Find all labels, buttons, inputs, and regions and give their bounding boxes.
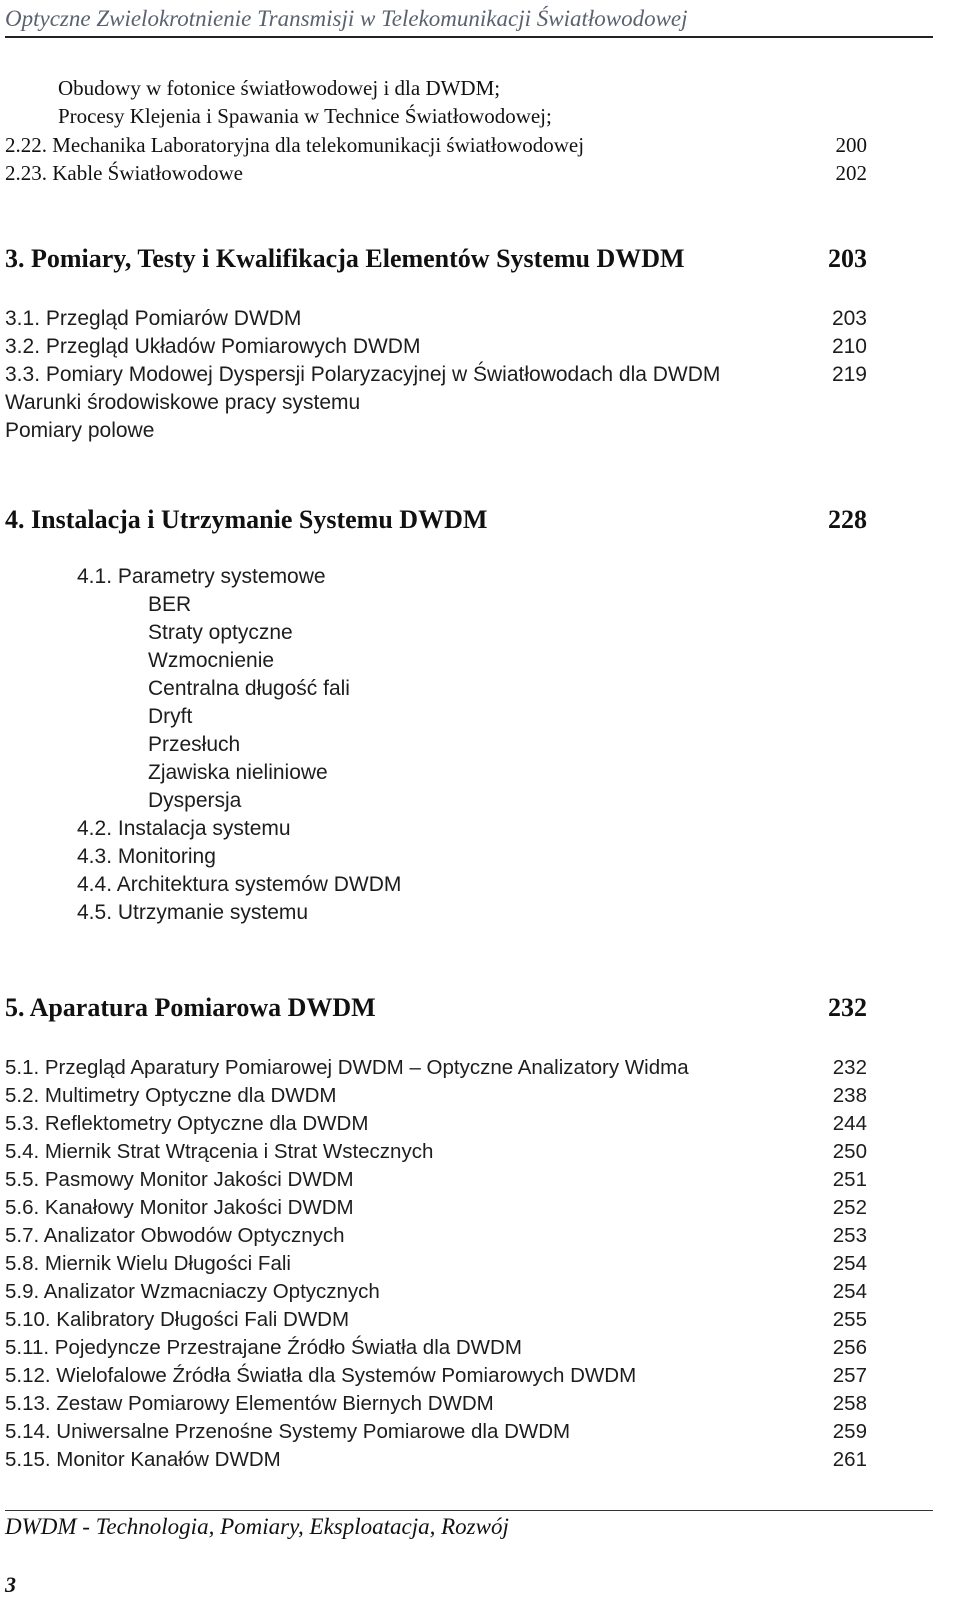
- toc-entry-page: 256: [832, 1336, 867, 1359]
- toc-entry-text: 5.1. Przegląd Aparatury Pomiarowej DWDM – Optyczne Analizatory Widma: [5, 1056, 689, 1079]
- toc-entry-page: 250: [832, 1140, 867, 1163]
- toc-subentry-text: Przesłuch: [148, 733, 241, 756]
- toc-entry-text: 5.12. Wielofalowe Źródła Światła dla Systemów Pomiarowych DWDM: [5, 1364, 637, 1387]
- toc-entry-text: Warunki środowiskowe pracy systemu: [5, 391, 361, 414]
- toc-entry-page: 254: [832, 1252, 867, 1275]
- toc-entry-page: 244: [832, 1112, 867, 1135]
- toc-entry-text: 5.6. Kanałowy Monitor Jakości DWDM: [5, 1196, 354, 1219]
- toc-subentry-text: BER: [148, 593, 192, 616]
- toc-subentry-text: Dyspersja: [148, 789, 242, 812]
- toc-entry-text: 4.2. Instalacja systemu: [77, 817, 291, 840]
- chapter-heading: 3. Pomiary, Testy i Kwalifikacja Elementów Systemu DWDM: [5, 244, 685, 273]
- toc-entry-text: 5.3. Reflektometry Optyczne dla DWDM: [5, 1112, 369, 1135]
- toc-entry-text: 3.2. Przegląd Układów Pomiarowych DWDM: [5, 335, 421, 358]
- toc-entry-page: 254: [832, 1280, 867, 1303]
- toc-subentry-text: Zjawiska nieliniowe: [148, 761, 328, 784]
- running-footer: DWDM - Technologia, Pomiary, Eksploatacja, Rozwój: [5, 1514, 509, 1539]
- toc-entry-page: 200: [835, 133, 867, 157]
- toc-entry-text: Obudowy w fotonice światłowodowej i dla DWDM;: [58, 76, 501, 100]
- toc-entry-text: 5.9. Analizator Wzmacniaczy Optycznych: [5, 1280, 380, 1303]
- toc-entry-text: Procesy Klejenia i Spawania w Technice Światłowodowej;: [58, 104, 552, 128]
- toc-entry-text: 4.1. Parametry systemowe: [77, 565, 326, 588]
- toc-entry-text: 5.10. Kalibratory Długości Fali DWDM: [5, 1308, 350, 1331]
- toc-entry-text: 3.1. Przegląd Pomiarów DWDM: [5, 307, 302, 330]
- toc-subentry-text: Wzmocnienie: [148, 649, 275, 672]
- toc-entry-text: 5.13. Zestaw Pomiarowy Elementów Biernych DWDM: [5, 1392, 494, 1415]
- chapter-page: 232: [828, 993, 867, 1022]
- running-header: [5, 2, 933, 38]
- toc-subentry-text: Dryft: [148, 705, 193, 728]
- toc-entry-page: 255: [832, 1308, 867, 1331]
- toc-entry-page: 210: [831, 335, 867, 358]
- toc-entry-page: 257: [832, 1364, 867, 1387]
- toc-entry-page: 261: [832, 1448, 867, 1471]
- toc-entry-text: 2.22. Mechanika Laboratoryjna dla telekomunikacji światłowodowej: [5, 133, 585, 157]
- toc-subentry-text: Centralna długość fali: [148, 677, 350, 700]
- toc-entry-text: 5.8. Miernik Wielu Długości Fali: [5, 1252, 291, 1275]
- running-header-title: Optyczne Zwielokrotnienie Transmisji w Telekomunikacji Światłowodowej: [5, 6, 688, 31]
- toc-entry-text: 4.5. Utrzymanie systemu: [77, 901, 309, 924]
- chapter-page: 228: [828, 505, 867, 534]
- toc-entry-text: 5.2. Multimetry Optyczne dla DWDM: [5, 1084, 337, 1107]
- toc-entry-text: Pomiary polowe: [5, 419, 155, 442]
- chapter-page: 203: [828, 244, 867, 273]
- toc-entry-text: 5.7. Analizator Obwodów Optycznych: [5, 1224, 345, 1247]
- toc-entry-page: 251: [832, 1168, 867, 1191]
- page-number: 3: [5, 1572, 16, 1597]
- toc-entry-page: 258: [832, 1392, 867, 1415]
- toc-entry-text: 5.5. Pasmowy Monitor Jakości DWDM: [5, 1168, 354, 1191]
- chapter-heading: 5. Aparatura Pomiarowa DWDM: [5, 993, 376, 1022]
- toc-entry-text: 5.15. Monitor Kanałów DWDM: [5, 1448, 281, 1471]
- chapter-heading: 4. Instalacja i Utrzymanie Systemu DWDM: [5, 505, 488, 534]
- toc-entry-text: 2.23. Kable Światłowodowe: [5, 161, 243, 185]
- footer-rule: [5, 1510, 933, 1511]
- toc-entry-page: 252: [832, 1196, 867, 1219]
- toc-entry-page: 259: [832, 1420, 867, 1443]
- toc-entry-page: 219: [831, 363, 867, 386]
- toc-entry-page: 202: [835, 161, 867, 185]
- toc-entry-text: 5.11. Pojedyncze Przestrajane Źródło Światła dla DWDM: [5, 1336, 522, 1359]
- toc-entry-text: 4.3. Monitoring: [77, 845, 216, 868]
- toc-entry-page: 203: [831, 307, 867, 330]
- toc-entry-text: 5.4. Miernik Strat Wtrącenia i Strat Wstecznych: [5, 1140, 434, 1163]
- toc-entry-page: 238: [832, 1084, 867, 1107]
- toc-entry-text: 5.14. Uniwersalne Przenośne Systemy Pomiarowe dla DWDM: [5, 1420, 571, 1443]
- toc-entry-page: 253: [832, 1224, 867, 1247]
- toc-subentry-text: Straty optyczne: [148, 621, 293, 644]
- toc-entry-page: 232: [832, 1056, 867, 1079]
- toc-entry-text: 4.4. Architektura systemów DWDM: [77, 873, 402, 896]
- toc-entry-text: 3.3. Pomiary Modowej Dyspersji Polaryzacyjnej w Światłowodach dla DWDM: [5, 363, 721, 386]
